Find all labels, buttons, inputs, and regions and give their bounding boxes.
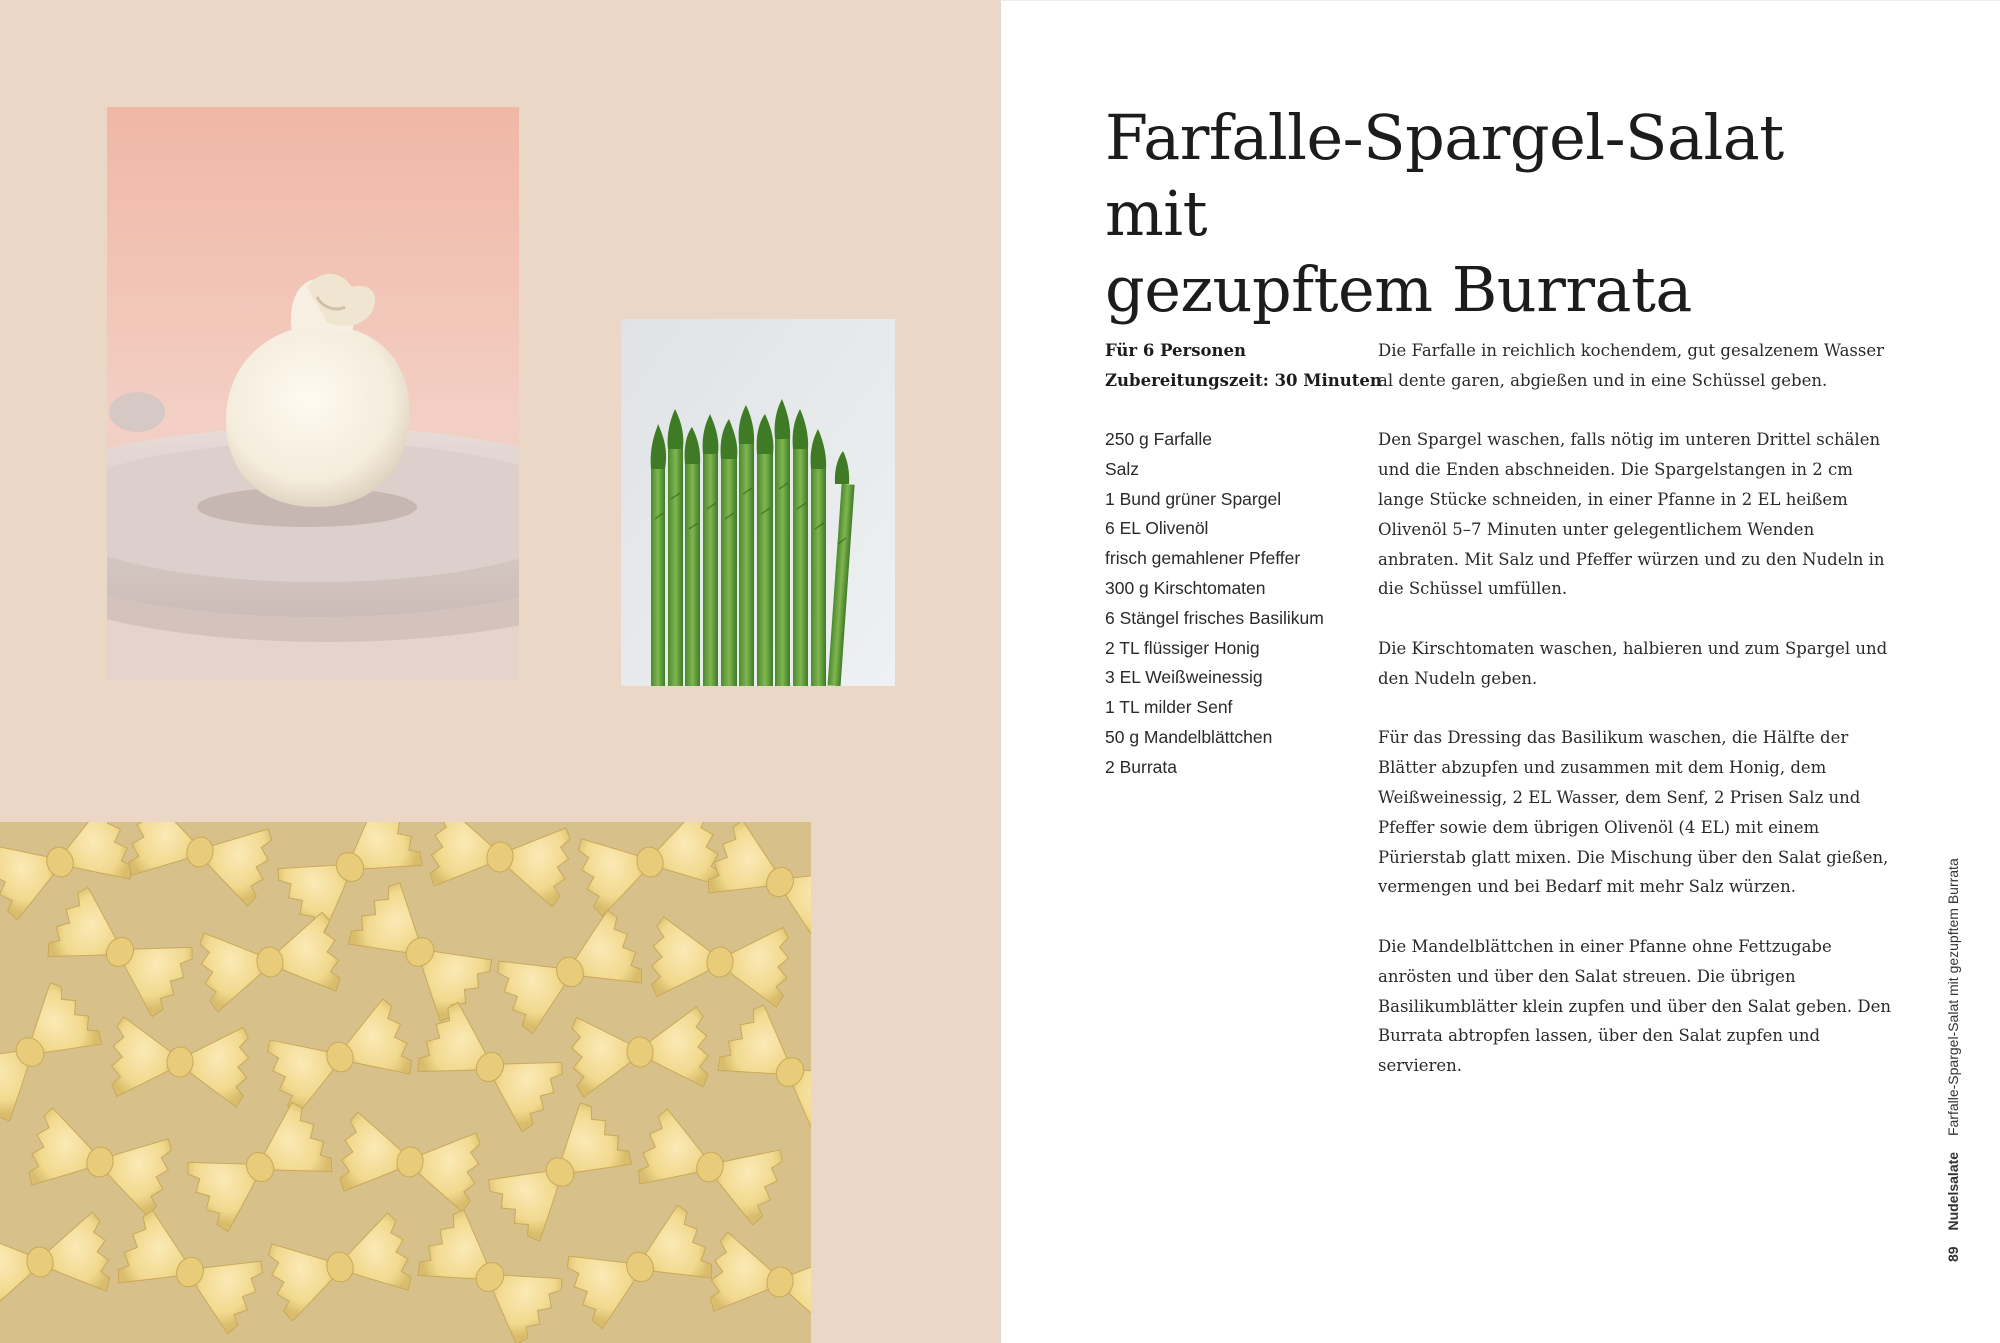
prep-time: Zubereitungszeit: 30 Minuten — [1105, 371, 1382, 390]
ingredient-item: 50 g Mandelblättchen — [1105, 726, 1273, 747]
recipe-title — [1105, 100, 1865, 328]
running-footer — [1944, 846, 1962, 1262]
ingredient-list — [1105, 425, 1365, 783]
ingredient-item: 2 Burrata — [1105, 756, 1177, 777]
ingredient-item: 6 EL Olivenöl — [1105, 518, 1209, 539]
farfalle-pasta-photo — [0, 822, 811, 1343]
step-paragraph: Für das Dressing das Basilikum waschen, die Hälfte der Blätter abzupfen und zusammen mit dem Honig, dem Weißweinessig, 2 EL Wasser, dem Senf, 2 Prisen Salz und Pfeffer sowie dem übrigen Olivenöl (4 EL) mit einem Pürierstab glatt mixen. Die Mischung über den Salat gießen, vermengen und bei Bedarf mit mehr Salz würzen. — [1378, 728, 1889, 897]
preparation-steps — [1378, 336, 1898, 1111]
ingredient-item: 250 g Farfalle — [1105, 429, 1213, 449]
ingredient-item: 2 TL flüssiger Honig — [1105, 637, 1260, 658]
ingredient-item: 6 Stängel frisches Basilikum — [1105, 607, 1324, 628]
recipe-title-line-1: Farfalle-Spargel-Salat mit — [1105, 101, 1784, 250]
recipe-meta — [1105, 336, 1382, 396]
ingredient-item: 300 g Kirschtomaten — [1105, 577, 1266, 598]
burrata-photo — [107, 107, 519, 680]
ingredient-item: 3 EL Weißweinessig — [1105, 667, 1263, 688]
step-paragraph: Die Farfalle in reichlich kochendem, gut gesalzenem Wasser al dente garen, abgießen und in eine Schüssel geben. — [1378, 341, 1885, 390]
servings: Für 6 Personen — [1105, 341, 1247, 360]
step-paragraph: Die Kirschtomaten waschen, halbieren und zum Spargel und den Nudeln geben. — [1378, 638, 1888, 688]
running-recipe-name: Farfalle-Spargel-Salat mit gezupftem Burrata — [1945, 858, 1961, 1137]
step-paragraph: Den Spargel waschen, falls nötig im unteren Drittel schälen und die Enden abschneiden. Die Spargelstangen in 2 cm lange Stücke schneiden, in einer Pfanne in 2 EL heißem Olivenöl 5–7 Minuten unter gelegentlichem Wenden anbraten. Mit Salz und Pfeffer würzen und zu den Nudeln in die Schüssel umfüllen. — [1378, 430, 1885, 599]
page-number: 89 — [1945, 1246, 1961, 1262]
ingredient-item: Salz — [1105, 458, 1140, 479]
chapter-name: Nudelsalate — [1945, 1151, 1961, 1231]
step-paragraph: Die Mandelblättchen in einer Pfanne ohne Fettzugabe anrösten und über den Salat streuen. Die übrigen Basilikumblätter klein zupfen und über den Salat geben. Den Burrata abtropfen lassen, über den Salat zupfen und servieren. — [1378, 936, 1892, 1076]
asparagus-photo — [621, 319, 895, 686]
ingredient-item: 1 TL milder Senf — [1105, 697, 1233, 718]
ingredient-item: frisch gemahlener Pfeffer — [1105, 548, 1301, 569]
ingredient-item: 1 Bund grüner Spargel — [1105, 488, 1282, 509]
recipe-title-line-2: gezupftem Burrata — [1105, 253, 1692, 326]
